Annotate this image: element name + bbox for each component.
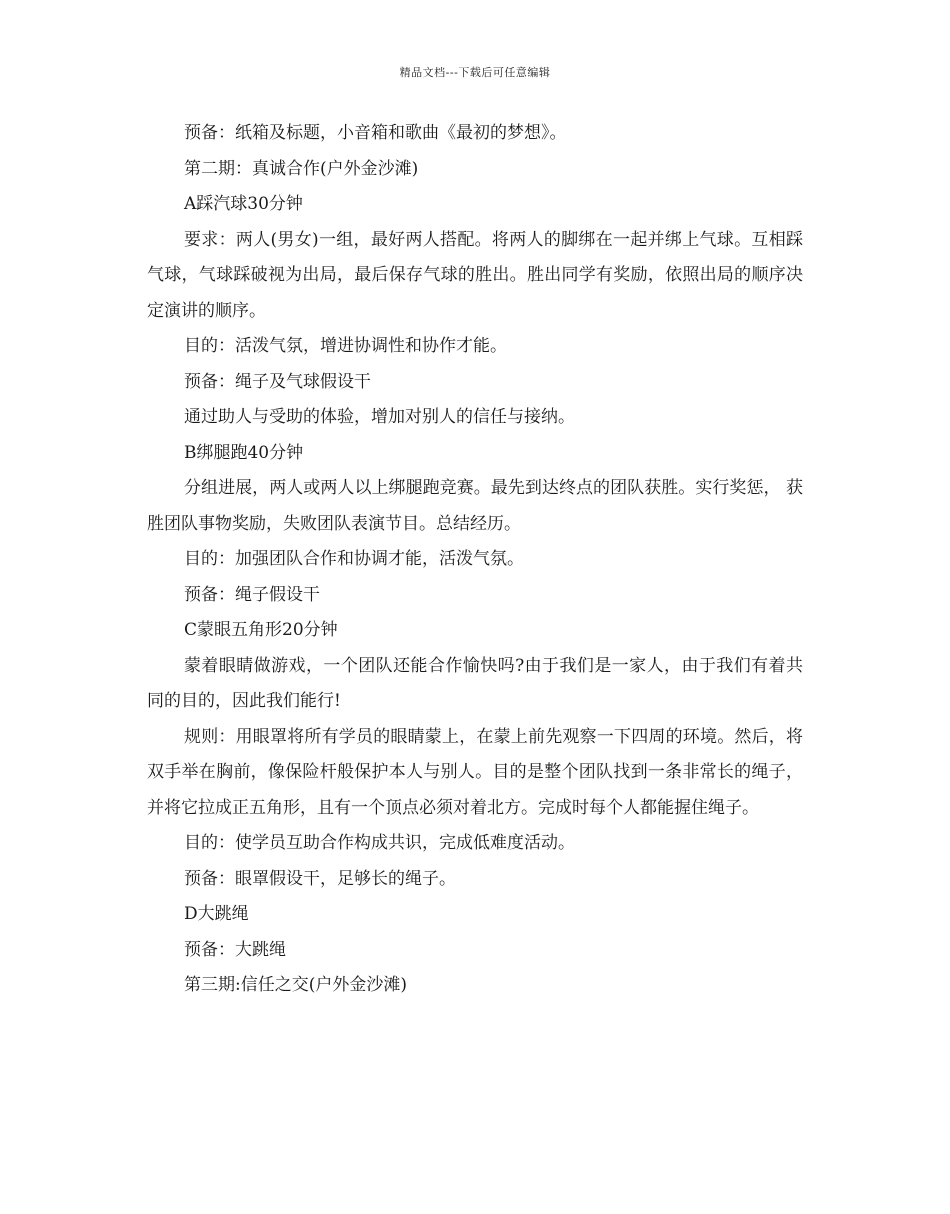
paragraph-prep-a: 预备：绳子及气球假设干 [184, 371, 371, 392]
paragraph-purpose-b: 目的：加强团队合作和协调才能，活泼气氛。 [184, 549, 524, 569]
paragraph-prep-b: 预备：绳子假设干 [184, 584, 320, 605]
paragraph-trust-note: 通过助人与受助的体验，增加对别人的信任与接纳。 [184, 407, 575, 427]
paragraph-rules-c: 规则：用眼罩将所有学员的眼睛蒙上，在蒙上前先观察一下四周的环境。然后，将双手举在胸前，像保险杆般保护本人与别人。目的是整个团队找到一条非常长的绳子，并将它拉成正五角形，且有一个顶点必须对着北方。完成时每个人都能握住绳子。 [147, 726, 803, 818]
activity-heading-b: B绑腿跑40分钟 [184, 442, 304, 463]
paragraph-purpose-c: 目的：使学员互助合作构成共识，完成低难度活动。 [184, 833, 575, 853]
paragraph-prep-box: 预备：纸箱及标题，小音箱和歌曲《最初的梦想》。 [184, 123, 567, 143]
paragraph-requirements-a: 要求：两人(男女)一组，最好两人搭配。将两人的脚绑在一起并绑上气球。互相踩气球，气球踩破视为出局，最后保存气球的胜出。胜出同学有奖励，依照出局的顺序决定演讲的顺序。 [147, 229, 803, 321]
paragraph-purpose-a: 目的：活泼气氛，增进协调性和协作才能。 [184, 336, 507, 356]
paragraph-prep-c: 预备：眼罩假设干，足够长的绳子。 [184, 868, 456, 889]
page-header: 精品文档---下载后可任意编辑 [399, 66, 551, 79]
paragraph-intro-c: 蒙着眼睛做游戏，一个团队还能合作愉快吗?由于我们是一家人，由于我们有着共同的目的，因此我们能行! [147, 655, 803, 711]
section-heading-phase-3: 第三期:信任之交(户外金沙滩) [184, 975, 407, 995]
activity-heading-a: A踩汽球30分钟 [184, 194, 303, 214]
section-heading-phase-2: 第二期：真诚合作(户外金沙滩) [184, 158, 419, 179]
document-body [147, 116, 803, 1004]
paragraph-prep-d: 预备：大跳绳 [184, 939, 286, 960]
paragraph-description-b: 分组进展，两人或两人以上绑腿跑竞赛。最先到达终点的团队获胜。实行奖惩， 获胜团队事物奖励，失败团队表演节目。总结经历。 [147, 478, 803, 534]
activity-heading-d: D大跳绳 [184, 904, 249, 924]
activity-heading-c: C蒙眼五角形20分钟 [184, 620, 338, 640]
